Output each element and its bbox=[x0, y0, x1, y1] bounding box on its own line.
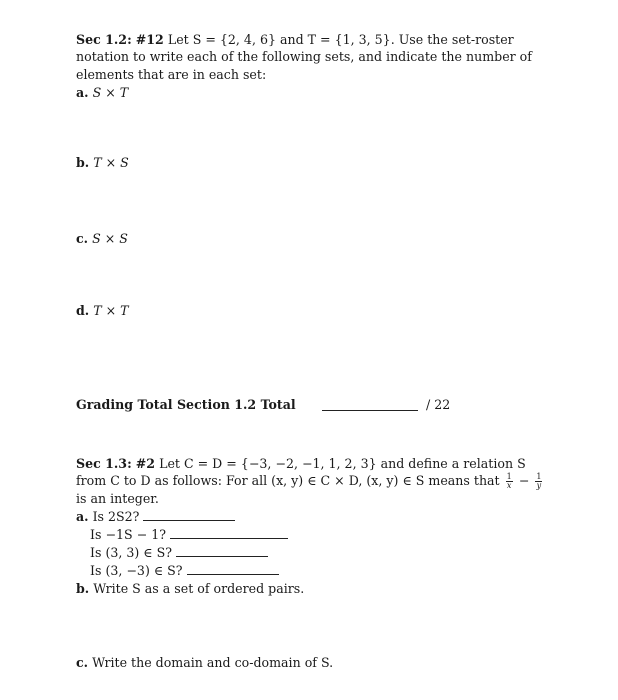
part-label: a. bbox=[76, 85, 89, 100]
grading-score-blank[interactable] bbox=[322, 410, 418, 411]
answer-blank[interactable] bbox=[187, 562, 279, 575]
part-label: c. bbox=[76, 231, 89, 246]
sec12-intro-line1 bbox=[76, 31, 514, 48]
sec12-intro-line2: notation to write each of the following sets, and indicate the number of bbox=[76, 49, 532, 64]
answer-blank[interactable] bbox=[143, 508, 235, 521]
sec12-intro-line3: elements that are in each set: bbox=[76, 67, 267, 82]
sec13-intro-text: Let C = D = {−3, −2, −1, 1, 2, 3} and define a relation S bbox=[159, 456, 526, 471]
sec13-part-a bbox=[76, 508, 235, 525]
sec12-part-d bbox=[76, 302, 129, 319]
sec12-intro-text: Let S = {2, 4, 6} and T = {1, 3, 5}. Use the set-roster bbox=[167, 32, 514, 47]
fraction-one-over-y: $\frac{1}{y}$ bbox=[536, 472, 542, 490]
sec13-heading: Sec 1.3: bbox=[76, 456, 132, 471]
sec12-heading: Sec 1.2: bbox=[76, 32, 132, 47]
part-label: a. bbox=[76, 509, 89, 524]
sec12-part-b bbox=[76, 154, 129, 171]
question-text: Is (3, 3) ∈ S? bbox=[90, 545, 173, 560]
part-label: b. bbox=[76, 155, 90, 170]
grading-out-of: / 22 bbox=[426, 397, 451, 412]
part-expression: S × T bbox=[92, 85, 129, 100]
part-expression: T × T bbox=[93, 303, 129, 318]
part-text: Write the domain and co-domain of S. bbox=[92, 655, 334, 670]
sec13-line2-text: from C to D as follows: For all (x, y) ∈ C × D, (x, y) ∈ S means that bbox=[76, 473, 500, 488]
sec13-question-3 bbox=[90, 544, 268, 561]
sec13-part-b bbox=[76, 580, 304, 597]
sec13-question-4 bbox=[90, 562, 279, 579]
sec12-part-c bbox=[76, 230, 128, 247]
sec12-problem-number: #12 bbox=[135, 32, 164, 47]
sec12-part-a bbox=[76, 84, 128, 101]
sec13-line3: is an integer. bbox=[76, 491, 159, 506]
answer-blank[interactable] bbox=[176, 544, 268, 557]
question-text: Is −1S − 1? bbox=[90, 527, 166, 542]
part-label: c. bbox=[76, 655, 89, 670]
question-text: Is 2S2? bbox=[92, 509, 140, 524]
fraction-one-over-x: $\frac{1}{x}$ bbox=[506, 472, 512, 490]
sec13-line2 bbox=[76, 472, 544, 490]
sec13-part-c bbox=[76, 654, 333, 671]
sec13-question-2 bbox=[90, 526, 288, 543]
part-expression: T × S bbox=[93, 155, 129, 170]
part-label: d. bbox=[76, 303, 90, 318]
part-label: b. bbox=[76, 581, 90, 596]
sec13-line1 bbox=[76, 455, 526, 472]
part-text: Write S as a set of ordered pairs. bbox=[93, 581, 305, 596]
answer-blank[interactable] bbox=[170, 526, 288, 539]
question-text: Is (3, −3) ∈ S? bbox=[90, 563, 183, 578]
minus-sign: − bbox=[518, 473, 530, 488]
grading-label: Grading Total Section 1.2 Total bbox=[76, 397, 296, 412]
sec13-problem-number: #2 bbox=[135, 456, 156, 471]
part-expression: S × S bbox=[92, 231, 128, 246]
